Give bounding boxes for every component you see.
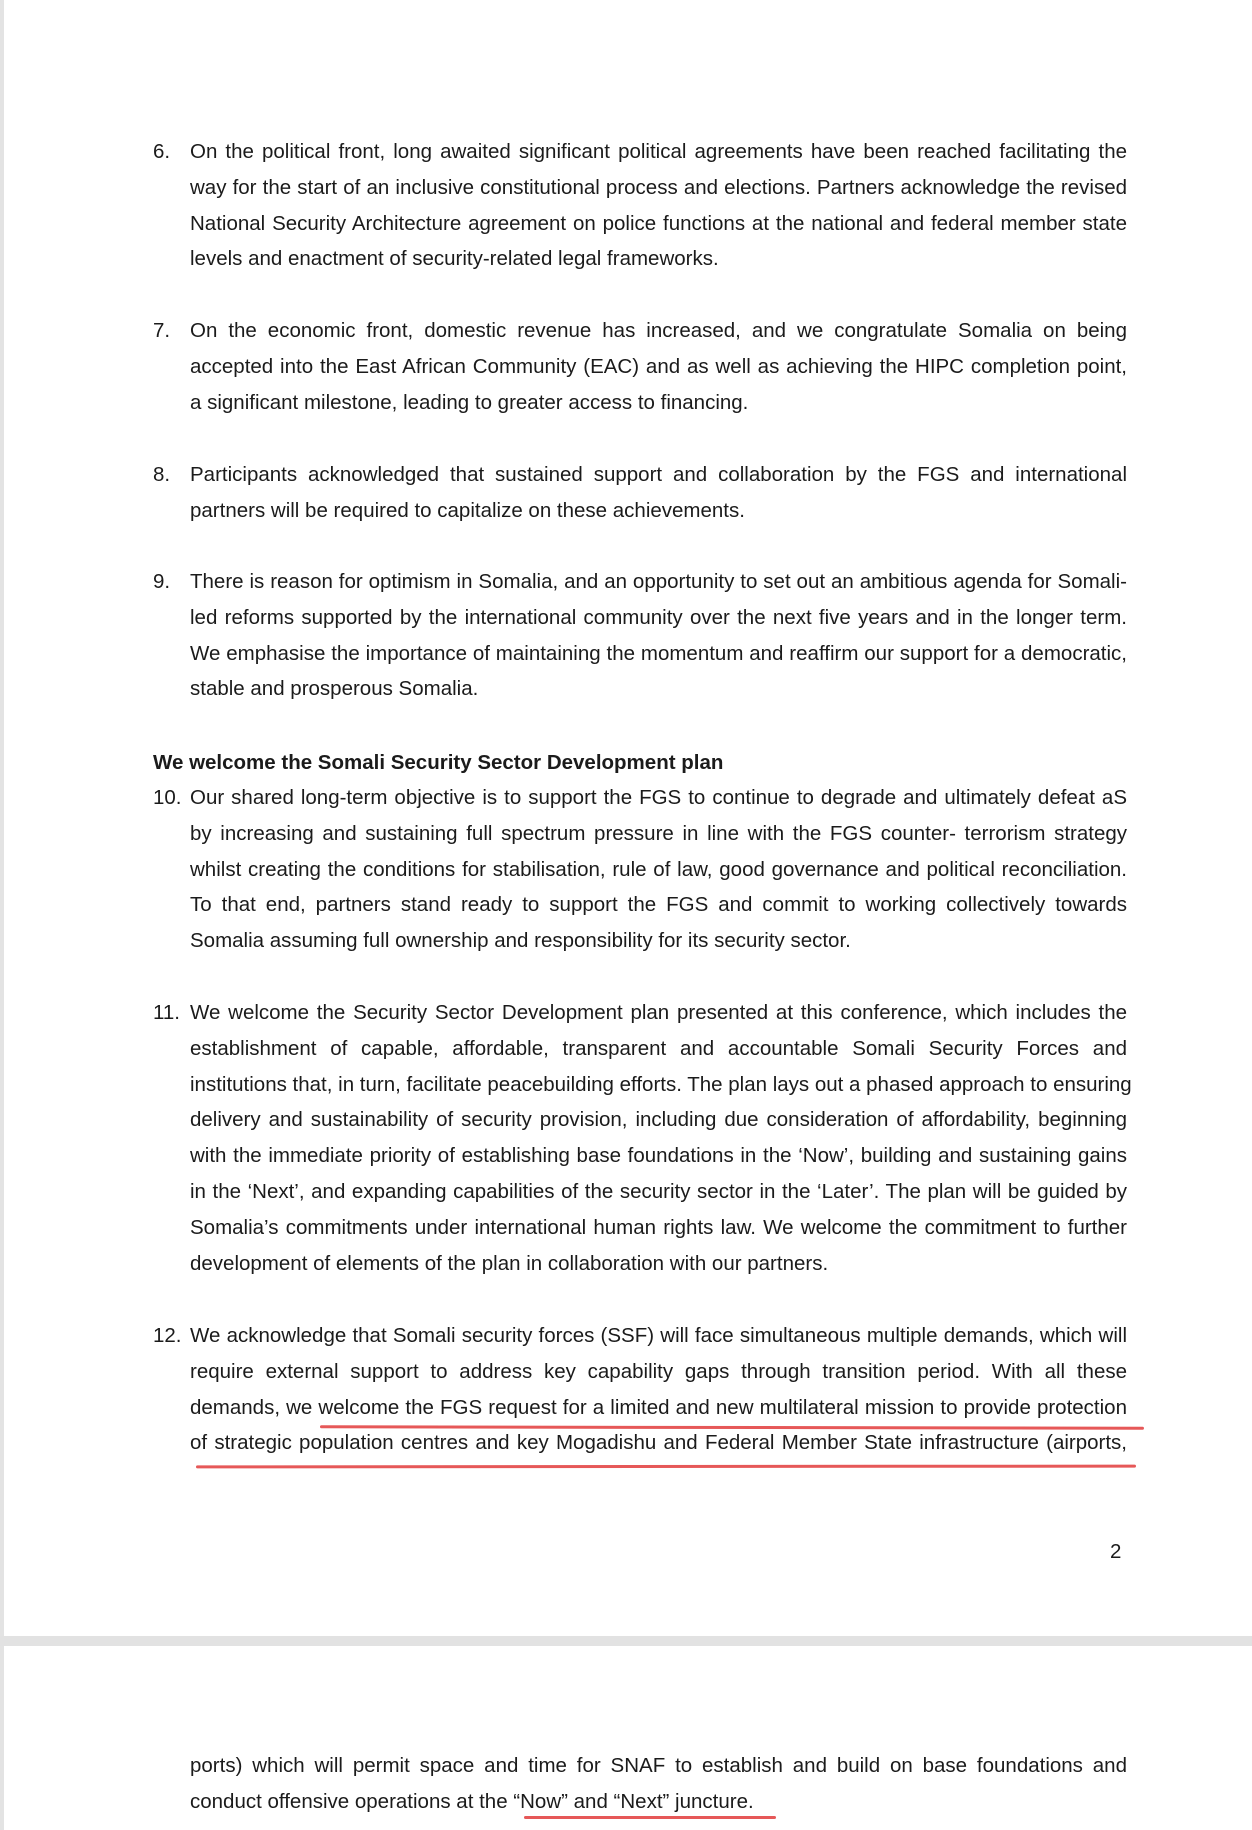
highlight-underline — [524, 1816, 776, 1819]
text-line: There is reason for optimism in Somalia, and an opportunity to set out an ambitious agenda for Somali- — [190, 570, 1127, 593]
text-line: Somalia assuming full ownership and responsibility for its security sector. — [190, 929, 851, 953]
page-number: 2 — [1110, 1540, 1122, 1563]
text-line: On the economic front, domestic revenue has increased, and we congratulate Somalia on being — [190, 319, 1127, 342]
text-line: of strategic population centres and key Mogadishu and Federal Member State infrastructure (airports, — [190, 1431, 1127, 1455]
text-line: a significant milestone, leading to greater access to financing. — [190, 390, 749, 414]
text-line: We emphasise the importance of maintaining the momentum and reaffirm our support for a democratic, — [190, 641, 1127, 665]
text-line: We welcome the Security Sector Development plan presented at this conference, which includes the — [190, 1001, 1127, 1024]
paragraph-body — [190, 313, 1127, 420]
text-line: conduct offensive operations at the “Now” and “Next” juncture. — [190, 1789, 754, 1813]
paragraph-number: 6. — [153, 140, 171, 163]
text-line: stable and prosperous Somalia. — [190, 677, 479, 701]
text-line: Somalia’s commitments under international human rights law. We welcome the commitment to further — [190, 1215, 1127, 1239]
paragraph-body — [190, 780, 1127, 959]
text-line: development of elements of the plan in collaboration with our partners. — [190, 1251, 829, 1275]
text-line: institutions that, in turn, facilitate peacebuilding efforts. The plan lays out a phased approach to ensuring — [190, 1072, 1132, 1096]
paragraph-body — [190, 457, 1127, 529]
section-heading: We welcome the Somali Security Sector Development plan — [153, 751, 724, 774]
paragraph-body — [190, 564, 1127, 707]
text-line: partners will be required to capitalize on these achievements. — [190, 498, 745, 522]
page-edge — [0, 1646, 4, 1830]
text-line: establishment of capable, affordable, transparent and accountable Somali Security Forces and — [190, 1036, 1127, 1060]
page-edge — [0, 0, 4, 1636]
text-line: On the political front, long awaited significant political agreements have been reached facilitating the — [190, 140, 1127, 163]
text-line: accepted into the East African Community (EAC) and as well as achieving the HIPC completion point, — [190, 354, 1127, 378]
text-line: National Security Architecture agreement on police functions at the national and federal member state — [190, 211, 1127, 235]
text-line: levels and enactment of security-related legal frameworks. — [190, 247, 719, 271]
paragraph-body — [190, 1318, 1127, 1461]
page-separator — [0, 1636, 1252, 1646]
paragraph-number: 9. — [153, 570, 171, 593]
text-line: whilst creating the conditions for stabilisation, rule of law, good governance and political reconciliation. — [190, 857, 1127, 881]
text-line: To that end, partners stand ready to support the FGS and commit to working collectively towards — [190, 893, 1127, 917]
text-line: We acknowledge that Somali security forces (SSF) will face simultaneous multiple demands, which will — [190, 1324, 1127, 1347]
text-line: Participants acknowledged that sustained support and collaboration by the FGS and international — [190, 463, 1127, 486]
paragraph-number: 8. — [153, 463, 171, 486]
text-line: by increasing and sustaining full spectrum pressure in line with the FGS counter- terrorism strategy — [190, 821, 1127, 845]
text-line: Our shared long-term objective is to support the FGS to continue to degrade and ultimately defeat aS — [190, 786, 1127, 809]
paragraph-number: 7. — [153, 319, 171, 342]
text-line: led reforms supported by the international community over the next five years and in the longer term. — [190, 605, 1127, 629]
text-line: delivery and sustainability of security provision, including due consideration of affordability, beginning — [190, 1108, 1127, 1132]
paragraph-body — [190, 995, 1132, 1281]
paragraph-number: 11. — [153, 1001, 180, 1024]
paragraph-body — [190, 1748, 1127, 1820]
text-line: demands, we welcome the FGS request for a limited and new multilateral mission to provide protection — [190, 1395, 1127, 1419]
text-line: way for the start of an inclusive constitutional process and elections. Partners acknowledge the revised — [190, 175, 1127, 199]
paragraph-number: 10. — [153, 786, 182, 809]
text-line: in the ‘Next’, and expanding capabilities of the security sector in the ‘Later’. The plan will be guided by — [190, 1179, 1127, 1203]
text-line: require external support to address key capability gaps through transition period. With all these — [190, 1359, 1127, 1383]
text-line: with the immediate priority of establishing base foundations in the ‘Now’, building and sustaining gains — [190, 1144, 1127, 1168]
text-line: ports) which will permit space and time for SNAF to establish and build on base foundations and — [190, 1754, 1127, 1777]
paragraph-body — [190, 134, 1127, 277]
highlight-underline — [196, 1465, 1136, 1469]
paragraph-number: 12. — [153, 1324, 182, 1347]
document-page-2 — [0, 1646, 1252, 1830]
